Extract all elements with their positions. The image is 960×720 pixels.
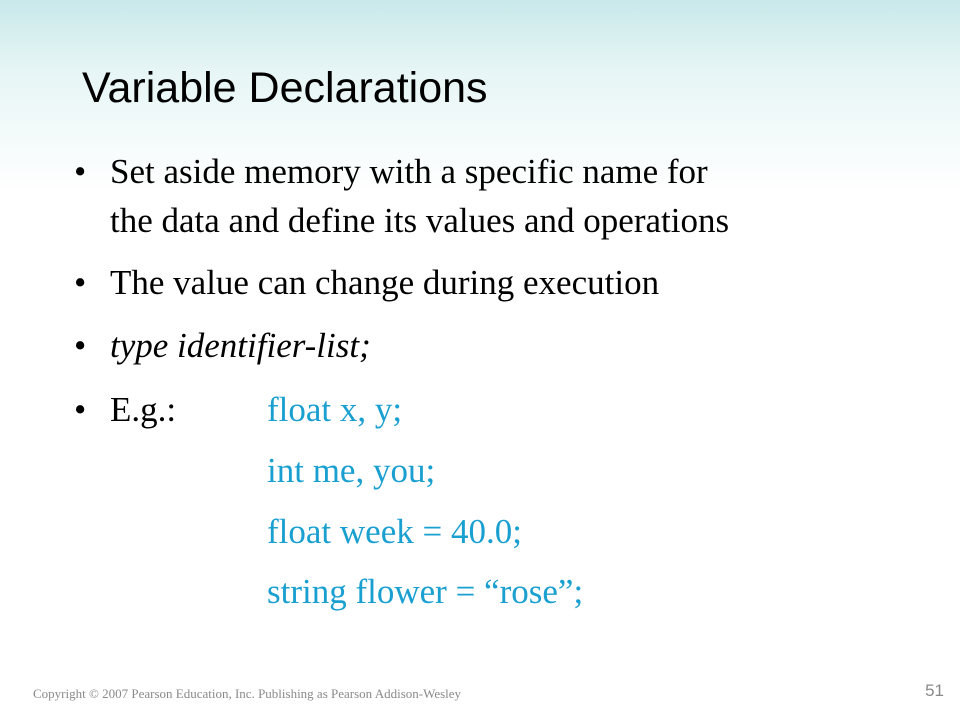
code-line-float-week: float week = 40.0;	[267, 512, 522, 551]
bullet-marker: •	[74, 152, 87, 191]
bullet-text-memory-line1: Set aside memory with a specific name for	[110, 152, 708, 191]
footer-copyright: Copyright © 2007 Pearson Education, Inc. Publishing as Pearson Addison-Wesley	[33, 686, 462, 701]
bullet-text-value-change: The value can change during execution	[110, 263, 660, 302]
code-line-int-me-you: int me, you;	[267, 451, 436, 490]
bullet-text-example-label: E.g.:	[110, 390, 177, 429]
bullet-marker: •	[74, 263, 87, 302]
bullet-marker: •	[74, 326, 87, 365]
slide-title: Variable Declarations	[82, 64, 488, 112]
bullet-text-syntax: type identifier-list;	[110, 326, 371, 365]
bullet-text-memory-line2: the data and define its values and operations	[110, 201, 730, 240]
bullet-marker: •	[74, 390, 87, 429]
code-line-string-flower: string flower = “rose”;	[267, 572, 584, 611]
page-number: 51	[925, 681, 944, 700]
code-line-float-xy: float x, y;	[267, 390, 403, 429]
